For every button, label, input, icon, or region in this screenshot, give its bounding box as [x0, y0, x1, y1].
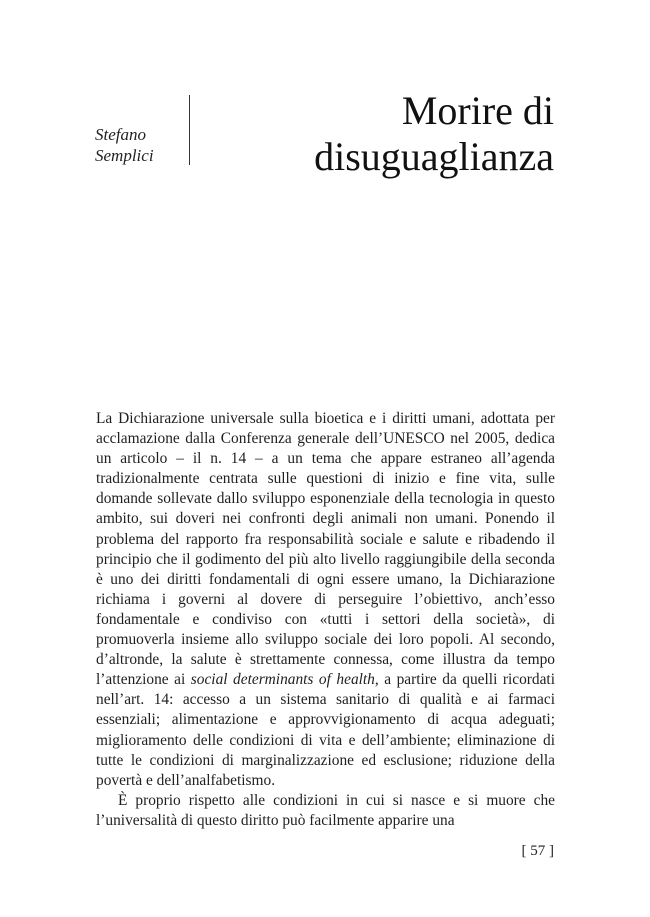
- body-text: [96, 409, 555, 831]
- paragraph-1: [96, 409, 555, 791]
- paragraph-2: È proprio rispetto alle condizioni in cui si nasce e si muore che l’universalità di questo diritto può facilmente apparire una: [96, 791, 555, 829]
- author-first-name: Stefano: [95, 125, 146, 144]
- author-last-name: Semplici: [95, 146, 154, 165]
- chapter-title-line-1: Morire di: [401, 88, 554, 133]
- header-divider: [189, 95, 190, 165]
- paragraph-1-part-b: , a partire da quelli ricordati nell’art. 14: accesso a un sistema sanitario di qualità e ai farmaci essenziali; alimentazione e approvvigionamento di acqua adeguati; miglioramento delle condizioni di vita e dell’ambiente; eliminazione di tutte le condizioni di marginalizzazione ed esclusione; riduzione della povertà e dell’analfabetismo.: [96, 671, 555, 789]
- author-name: [95, 124, 154, 166]
- chapter-title: [314, 88, 554, 180]
- page-number: [ 57 ]: [521, 843, 554, 859]
- paragraph-1-italic-term: social determinants of health: [190, 671, 375, 689]
- chapter-title-line-2: disuguaglianza: [314, 134, 554, 179]
- paragraph-1-part-a: La Dichiarazione universale sulla bioetica e i diritti umani, adottata per acclamazione dalla Conferenza generale dell’UNESCO nel 2005, dedica un articolo – il n. 14 – a un tema che appare estraneo all’agenda tradizionalmente centrata sulle questioni di inizio e fine vita, sulle domande sollevate dallo sviluppo esponenziale della tecnologia in questo ambito, sui doveri nei confronti degli animali non umani. Ponendo il problema del rapporto fra responsabilità sociale e salute e ribadendo il principio che il godimento del più alto livello raggiungibile della seconda è uno dei diritti fondamentali di ogni essere umano, la Dichiarazione richiama i governi al dovere di perseguire l’obiettivo, anch’esso fondamentale e condiviso con «tutti i settori della società», di promuoverla insieme allo sviluppo sociale dei loro popoli. Al secondo, d’altronde, la salute è strettamente connessa, come illustra da tempo l’attenzione ai: [96, 410, 555, 689]
